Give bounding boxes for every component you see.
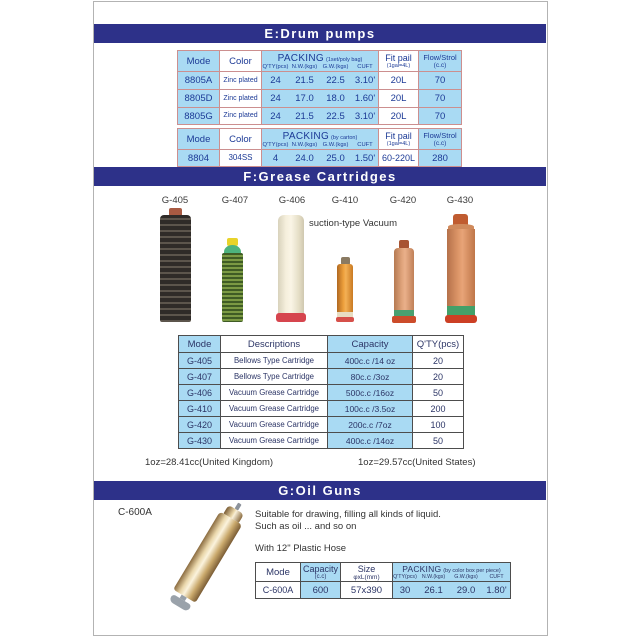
cell-packing bbox=[262, 108, 379, 125]
cell-qty: 50 bbox=[413, 385, 464, 401]
cell-mode: 8804 bbox=[178, 150, 220, 167]
cell-flow: 280 bbox=[419, 150, 462, 167]
cell-mode: G-420 bbox=[179, 417, 221, 433]
cell-nw: 17.0 bbox=[295, 93, 314, 104]
g405-bellows-body bbox=[160, 215, 191, 322]
cell-color: Zinc plated bbox=[220, 108, 262, 125]
cell-mode: C-600A bbox=[256, 582, 301, 599]
cell-gw: 18.0 bbox=[326, 93, 345, 104]
header-gw: G.W.(kgs) bbox=[322, 141, 349, 148]
g406-base bbox=[276, 313, 306, 322]
cell-qty: 24 bbox=[270, 110, 281, 122]
g410-base bbox=[336, 317, 354, 322]
product-label-g430: G-430 bbox=[446, 195, 474, 206]
cell-cuft: 1.50' bbox=[354, 152, 376, 164]
header-qty: Q'TY(pcs) bbox=[262, 141, 289, 148]
cell-nw: 21.5 bbox=[295, 75, 314, 86]
suction-annotation: suction-type Vacuum bbox=[309, 218, 398, 229]
header-mode: Mode bbox=[256, 563, 301, 582]
cell-flow: 70 bbox=[419, 72, 462, 90]
header-packing bbox=[262, 129, 379, 150]
header-descriptions: Descriptions bbox=[221, 336, 328, 353]
cell-capacity: 400c.c /14oz bbox=[328, 433, 413, 449]
header-nw: N.W.(kgs) bbox=[291, 63, 318, 70]
cell-packing bbox=[262, 150, 379, 167]
drum-pumps-table-polybag bbox=[177, 50, 462, 125]
oil-gun-table bbox=[255, 562, 511, 599]
header-qty: Q'TY(pcs) bbox=[413, 336, 464, 353]
packing-note: (1set/poly bag) bbox=[325, 56, 363, 63]
description-line3: With 12" Plastic Hose bbox=[255, 543, 347, 554]
product-label-g410: G-410 bbox=[331, 195, 359, 206]
g410-body bbox=[337, 264, 353, 313]
cell-description: Vacuum Grease Cartridge bbox=[221, 433, 328, 449]
header-flow: Flow/Strol (c.c) bbox=[419, 51, 462, 72]
cell-flow: 70 bbox=[419, 108, 462, 125]
product-label-g406: G-406 bbox=[278, 195, 306, 206]
header-cuft: CUFT bbox=[357, 141, 373, 148]
cell-mode: G-406 bbox=[179, 385, 221, 401]
header-color: Color bbox=[220, 129, 262, 150]
cell-gw: 25.0 bbox=[326, 152, 345, 164]
cell-cuft: 1.80' bbox=[486, 584, 507, 596]
header-cuft: CUFT bbox=[357, 63, 373, 70]
cell-gw: 22.5 bbox=[326, 110, 345, 122]
cell-color: Zinc plated bbox=[220, 90, 262, 108]
packing-note: (by color box per piece) bbox=[443, 568, 501, 574]
cell-qty: 4 bbox=[272, 152, 279, 164]
cell-fit-pail: 20L bbox=[379, 90, 419, 108]
cell-mode: 8805G bbox=[178, 108, 220, 125]
cell-mode: 8805D bbox=[178, 90, 220, 108]
oil-gun-description bbox=[255, 509, 441, 555]
cell-qty: 24 bbox=[270, 93, 281, 104]
header-capacity: Capacity (c.c) bbox=[301, 563, 341, 582]
cell-mode: 8805A bbox=[178, 72, 220, 90]
cell-mode: G-407 bbox=[179, 369, 221, 385]
header-fit-pail: Fit pail (1gal=4L) bbox=[379, 129, 419, 150]
cell-qty: 20 bbox=[413, 369, 464, 385]
cell-packing bbox=[262, 90, 379, 108]
cell-qty: 24 bbox=[270, 75, 281, 86]
cell-mode: G-410 bbox=[179, 401, 221, 417]
cell-capacity: 400c.c /14 oz bbox=[328, 353, 413, 369]
header-mode: Mode bbox=[179, 336, 221, 353]
header-color: Color bbox=[220, 51, 262, 72]
cell-fit-pail: 20L bbox=[379, 108, 419, 125]
header-packing bbox=[393, 563, 511, 582]
section-title-oil-guns: G:Oil Guns bbox=[278, 483, 362, 498]
packing-title: PACKING bbox=[277, 52, 324, 64]
cell-mode: G-405 bbox=[179, 353, 221, 369]
cell-nw: 26.1 bbox=[424, 584, 443, 596]
section-banner-grease-cartridges bbox=[94, 167, 546, 186]
cell-color: 304SS bbox=[220, 150, 262, 167]
cell-description: Vacuum Grease Cartridge bbox=[221, 401, 328, 417]
header-packing bbox=[262, 51, 379, 72]
header-mode: Mode bbox=[178, 129, 220, 150]
cell-capacity: 80c.c /3oz bbox=[328, 369, 413, 385]
cell-gw: 29.0 bbox=[456, 584, 476, 596]
section-title-drum-pumps: E:Drum pumps bbox=[264, 26, 376, 41]
product-label-g405: G-405 bbox=[161, 195, 189, 206]
header-fit-pail: Fit pail (1gal=4L) bbox=[379, 51, 419, 72]
cell-cuft: 3.10' bbox=[354, 75, 376, 86]
header-gw: G.W.(kgs) bbox=[322, 63, 349, 70]
cell-qty: 30 bbox=[399, 584, 411, 596]
cell-color: Zinc plated bbox=[220, 72, 262, 90]
cell-packing bbox=[262, 72, 379, 90]
cell-description: Bellows Type Cartridge bbox=[221, 369, 328, 385]
section-banner-oil-guns bbox=[94, 481, 546, 500]
cell-qty: 20 bbox=[413, 353, 464, 369]
product-label-g407: G-407 bbox=[221, 195, 249, 206]
cell-fit-pail: 20L bbox=[379, 72, 419, 90]
footnote-uk: 1oz=28.41cc(United Kingdom) bbox=[145, 457, 274, 468]
header-cuft: CUFT bbox=[489, 574, 504, 580]
header-flow: Flow/Strol (c.c) bbox=[419, 129, 462, 150]
cell-nw: 24.0 bbox=[295, 152, 314, 164]
packing-note: (by carton) bbox=[331, 134, 358, 141]
header-qty: Q'TY(pcs) bbox=[393, 574, 417, 580]
cell-capacity: 200c.c /7oz bbox=[328, 417, 413, 433]
cell-cuft: 3.10' bbox=[354, 110, 376, 122]
cell-description: Bellows Type Cartridge bbox=[221, 353, 328, 369]
cell-capacity: 600 bbox=[301, 582, 341, 599]
cell-packing bbox=[393, 582, 511, 599]
footnote-us: 1oz=29.57cc(United States) bbox=[358, 457, 476, 468]
header-size: Size φxL(mm) bbox=[341, 563, 393, 582]
description-line2: Such as oil ... and so on bbox=[255, 521, 357, 532]
cell-flow: 70 bbox=[419, 90, 462, 108]
cell-fit-pail: 60-220L bbox=[379, 150, 419, 167]
cell-size: 57x390 bbox=[341, 582, 393, 599]
grease-cartridge-table bbox=[178, 335, 464, 449]
cell-mode: G-430 bbox=[179, 433, 221, 449]
header-nw: N.W.(kgs) bbox=[291, 141, 318, 148]
g406-body bbox=[278, 215, 304, 315]
g407-bellows-body bbox=[222, 253, 243, 322]
header-nw: N.W.(kgs) bbox=[421, 574, 446, 580]
packing-title: PACKING bbox=[402, 564, 442, 574]
cell-cuft: 1.60' bbox=[354, 93, 376, 104]
product-label-c600a: C-600A bbox=[118, 507, 152, 518]
cell-description: Vacuum Grease Cartridge bbox=[221, 417, 328, 433]
section-title-grease-cartridges: F:Grease Cartridges bbox=[243, 169, 397, 184]
g430-body bbox=[447, 229, 475, 307]
cell-gw: 22.5 bbox=[326, 75, 345, 86]
section-banner-drum-pumps bbox=[94, 24, 546, 43]
cell-nw: 21.5 bbox=[295, 110, 314, 122]
cell-qty: 50 bbox=[413, 433, 464, 449]
cell-description: Vacuum Grease Cartridge bbox=[221, 385, 328, 401]
cell-capacity: 100c.c /3.5oz bbox=[328, 401, 413, 417]
header-capacity: Capacity bbox=[328, 336, 413, 353]
g420-base bbox=[392, 316, 416, 323]
product-label-g420: G-420 bbox=[389, 195, 417, 206]
cell-capacity: 500c.c /16oz bbox=[328, 385, 413, 401]
packing-title: PACKING bbox=[282, 130, 330, 142]
header-mode: Mode bbox=[178, 51, 220, 72]
header-gw: G.W.(kgs) bbox=[454, 574, 478, 580]
g420-body bbox=[394, 248, 414, 311]
cell-qty: 100 bbox=[413, 417, 464, 433]
description-line1: Suitable for drawing, filling all kinds of liquid. bbox=[255, 509, 441, 520]
header-qty: Q'TY(pcs) bbox=[262, 63, 289, 70]
drum-pumps-table-carton bbox=[177, 128, 462, 167]
cell-qty: 200 bbox=[413, 401, 464, 417]
g430-base bbox=[445, 315, 477, 323]
